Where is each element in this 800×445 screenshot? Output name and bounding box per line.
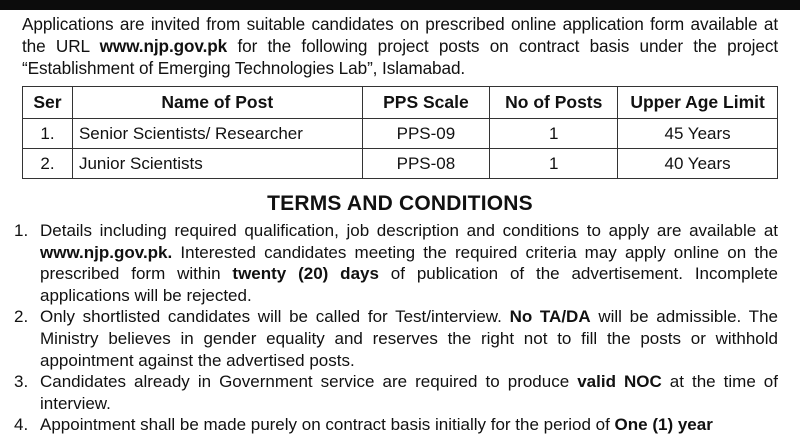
term-bold-text: valid NOC (577, 372, 662, 392)
term-number: 2. (14, 307, 29, 327)
table-row (23, 149, 778, 179)
col-header-upper-age-limit: Upper Age Limit (618, 87, 778, 119)
cell-ser: 1. (23, 119, 73, 149)
term-number: 1. (14, 221, 29, 240)
cell-post-name: Junior Scientists (72, 149, 362, 179)
term-text: Candidates already in Government service are required to produce (40, 372, 578, 392)
term-number: 3. (14, 372, 29, 392)
intro-text-start: Applications are invited from suitable candidates on prescribed online application form available at the URL (22, 14, 778, 56)
top-border-bar (0, 0, 800, 10)
cell-no-of-posts: 1 (490, 149, 618, 179)
intro-text-end: for the following project posts on contract basis under the project “Establishment of Emerging Technologies Lab”, Islamabad. (22, 36, 779, 78)
term-bold-text: No TA/DA (509, 307, 591, 327)
col-header-ser: Ser (23, 87, 73, 119)
cell-no-of-posts: 1 (490, 119, 618, 149)
cell-pps-scale: PPS-08 (362, 149, 490, 179)
cell-age-limit: 40 Years (618, 149, 778, 179)
term-bold-text: One (1) year (614, 415, 713, 435)
term-text: Interested candidates meeting the required criteria may apply online on the prescribed form within (40, 242, 778, 284)
posts-table-header-row (23, 87, 778, 119)
intro-url-link[interactable]: www.njp.gov.pk (99, 36, 228, 56)
posts-table (22, 86, 778, 179)
term-text: will be admissible. The Ministry believes in gender equality and reserves the right not to fill the posts or withhold appointment against the advertised posts. (40, 307, 778, 370)
list-item (10, 414, 778, 436)
term-text: Details including required qualification, job description and conditions to apply are available at (40, 221, 778, 240)
col-header-no-of-posts: No of Posts (490, 87, 618, 119)
cell-pps-scale: PPS-09 (362, 119, 490, 149)
terms-heading: TERMS AND CONDITIONS (267, 192, 533, 215)
term-bold-text: twenty (20) days (232, 264, 379, 284)
col-header-name-of-post: Name of Post (72, 87, 362, 119)
list-item (10, 306, 778, 371)
term-text: Only shortlisted candidates will be called for Test/interview. (40, 307, 510, 327)
cell-post-name: Senior Scientists/ Researcher (72, 119, 362, 149)
term-number: 4. (14, 415, 29, 435)
term-url-link[interactable]: www.njp.gov.pk. (40, 242, 173, 262)
intro-paragraph (22, 13, 778, 79)
list-item (10, 220, 778, 306)
table-row (23, 119, 778, 149)
terms-list (10, 220, 778, 436)
term-text: Appointment shall be made purely on contract basis initially for the period of (40, 415, 615, 435)
cell-age-limit: 45 Years (618, 119, 778, 149)
cell-ser: 2. (23, 149, 73, 179)
col-header-pps-scale: PPS Scale (362, 87, 490, 119)
list-item (10, 371, 778, 414)
term-text: at the time of interview. (40, 372, 778, 413)
term-text: of publication of the advertisement. Incomplete applications will be rejected. (40, 264, 778, 305)
